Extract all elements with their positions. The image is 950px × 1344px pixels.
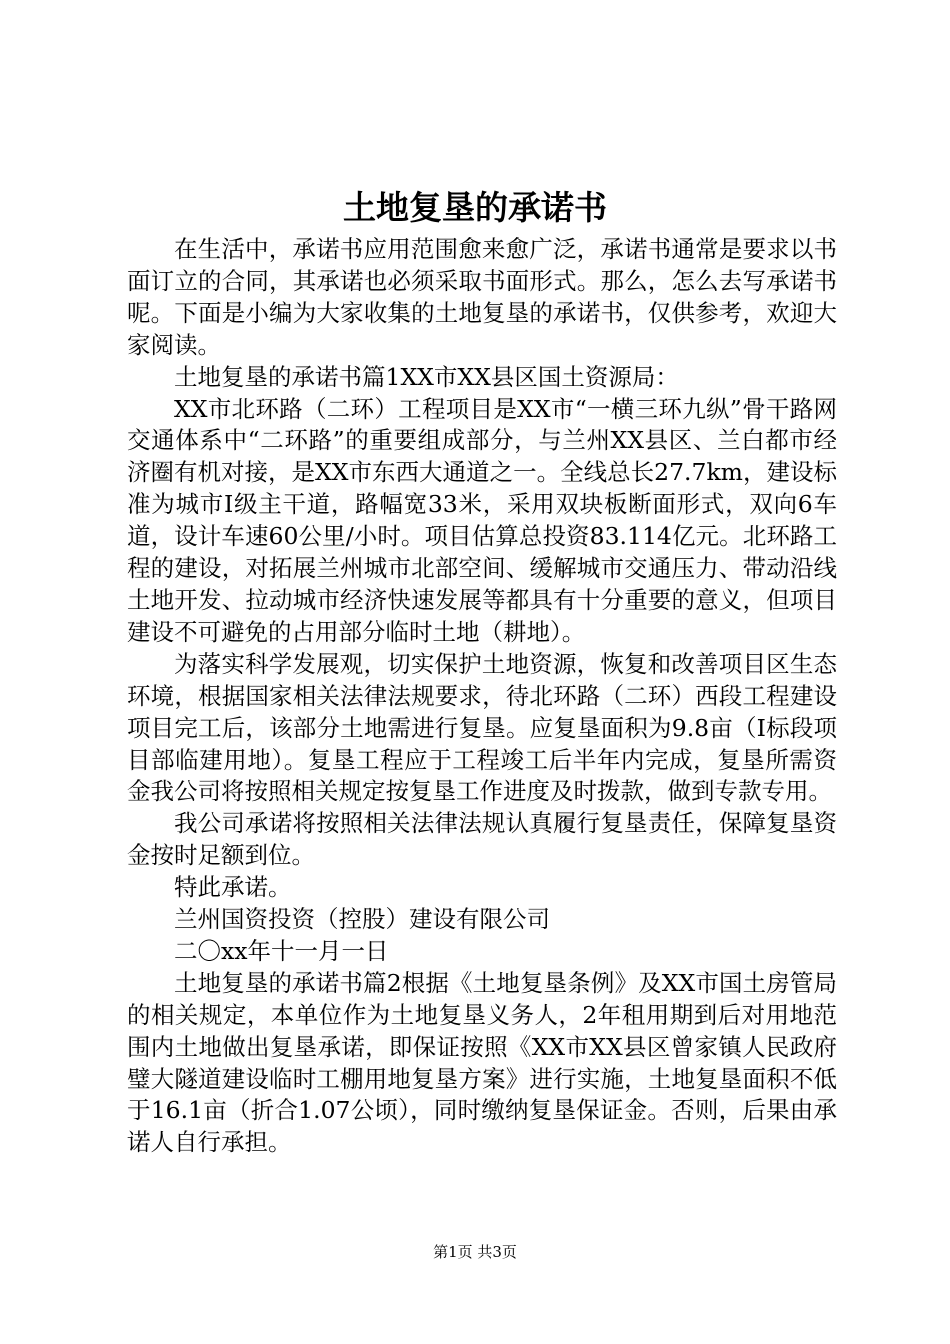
- page-footer: 第1页 共3页: [433, 1243, 517, 1261]
- paragraph-closing: 特此承诺。: [174, 873, 292, 902]
- document-body: [127, 234, 837, 1159]
- paragraph-date: 二〇xx年十一月一日: [174, 936, 389, 965]
- paragraph-article1-heading: 土地复垦的承诺书篇1XX市XX县区国土资源局：: [174, 362, 679, 391]
- paragraph-company-signature: 兰州国资投资（控股）建设有限公司: [174, 905, 550, 934]
- paragraph-intro: 在生活中，承诺书应用范围愈来愈广泛，承诺书通常是要求以书面订立的合同，其承诺也必须采取书面形式。那么，怎么去写承诺书呢。下面是小编为大家收集的土地复垦的承诺书，仅供参考，欢迎大家阅读。: [127, 235, 837, 359]
- paragraph-article2: 土地复垦的承诺书篇2根据《土地复垦条例》及XX市国土房管局的相关规定，本单位作为土地复垦义务人，2年租用期到后对用地范围内土地做出复垦承诺，即保证按照《XX市XX县区曾家镇人民政府璧大隧道建设临时工棚用地复垦方案》进行实施，土地复垦面积不低于16.1亩（折合1.07公顷），同时缴纳复垦保证金。否则，后果由承诺人自行承担。: [127, 968, 837, 1157]
- paragraph-reclamation-plan: 为落实科学发展观，切实保护土地资源，恢复和改善项目区生态环境，根据国家相关法律法规要求，待北环路（二环）西段工程建设项目完工后，该部分土地需进行复垦。应复垦面积为9.8亩（Ⅰ标段项目部临建用地）。复垦工程应于工程竣工后半年内完成，复垦所需资金我公司将按照相关规定按复垦工作进度及时拨款，做到专款专用。: [127, 649, 837, 806]
- paragraph-project-description: XX市北环路（二环）工程项目是XX市“一横三环九纵”骨干路网交通体系中“二环路”的重要组成部分，与兰州XX县区、兰白都市经济圈有机对接，是XX市东西大通道之一。全线总长27.7km，建设标准为城市Ⅰ级主干道，路幅宽33米，采用双块板断面形式，双向6车道，设计车速60公里/小时。项目估算总投资83.114亿元。北环路工程的建设，对拓展兰州城市北部空间、缓解城市交通压力、带动沿线土地开发、拉动城市经济快速发展等都具有十分重要的意义，但项目建设不可避免的占用部分临时土地（耕地）。: [127, 394, 837, 646]
- paragraph-commitment: 我公司承诺将按照相关法律法规认真履行复垦责任，保障复垦资金按时足额到位。: [127, 809, 837, 870]
- document-title: 土地复垦的承诺书: [343, 188, 607, 227]
